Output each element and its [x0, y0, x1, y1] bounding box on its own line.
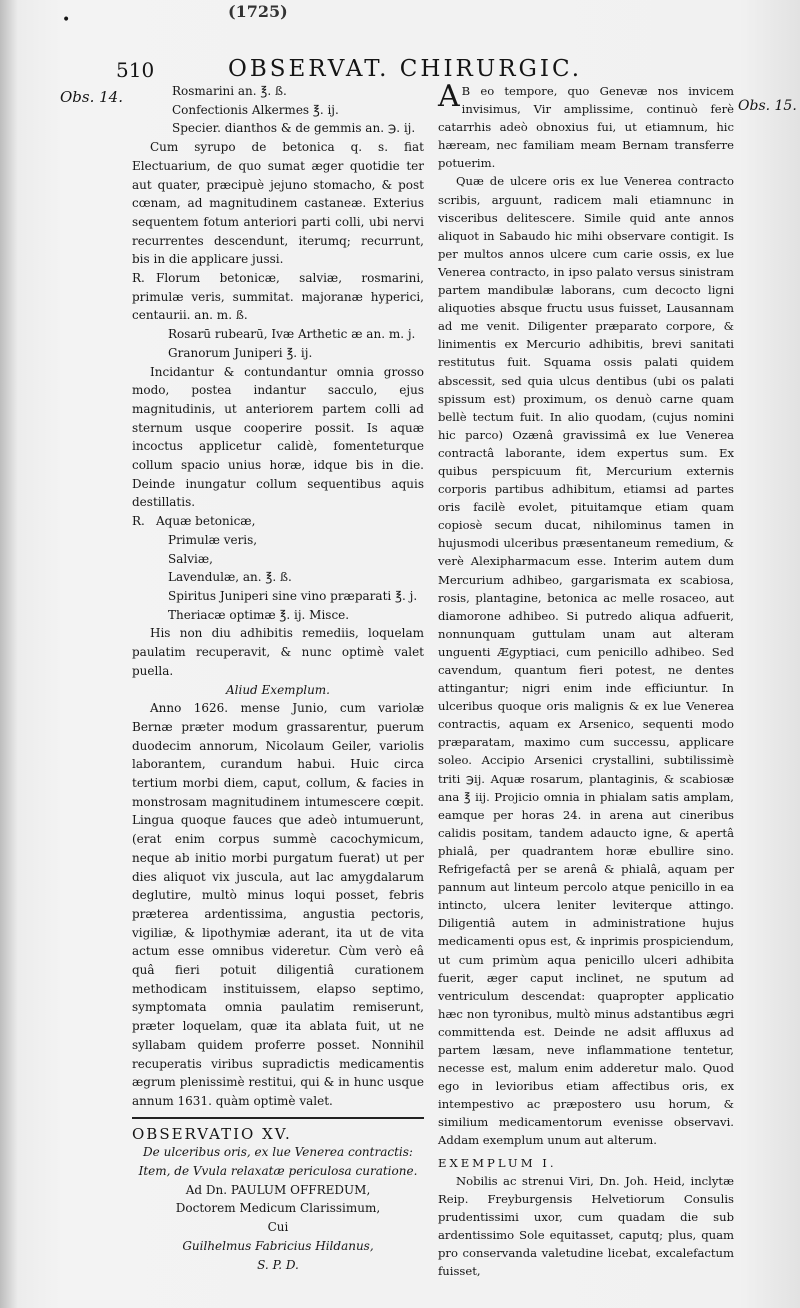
paragraph: Nobilis ac strenui Viri, Dn. Joh. Heid, inclytæ Reip. Freyburgensis Helvetiorum Consulis prudentissimi uxor, cum quadam die sub ardentissimo Sole equitasset, caputq; plus, quam pro conservanda valetudine licebat, excalefactum fuisset, [438, 1173, 734, 1279]
recipe-item: Spiritus Juniperi sine vino præparati ℥. j. [168, 588, 418, 603]
paragraph: Quæ de ulcere oris ex lue Venerea contracto scribis, arguunt, radicem mali etiamnunc in visceribus delitescere. Simile quid ante annos aliquot in Sabaudo hic mihi observare contigit. Is per multos annos ulcere cum carie ossis, ex lue Venerea contracto, in ipso palato versus sinistram partem mandibulæ laborans, cum decocto ligni aliquoties absque fructu usus fuisset, Lausannam ad me venit. Diligenter præparato corpore, & linimentis ex Mercurio adhibitis, brevi sanitati restitutus fuit. Squama ossis palati quidem abscessit, sed quia ulcus dentibus (ubi os palati spissum est) proximum, os denuò carne quam bellè tectum fuit. In alio quodam, (cujus nomini hic parco) Ozænâ gravissimâ ex lue Venerea contractâ laborante, idem expertus sum. Ex quibus perspicuum fit, Mercurium externis corporis partibus adhibitum, etiamsi ad partes oris facilè evolet, pituitamque etiam quam copiosè secum ducat, nihilominus tamen in hujusmodi ulceribus præsentaneum remedium, & verè Alexipharmacum esse. Interim autem dum Mercurium adhibeo, gargarismata ex scabiosa, rosis, plantagine, betonica ac melle rosaceo, aut diamorone adhibeo. Si putredo aliqua adfuerit, nonnunquam guttulam unam aut alteram unguenti Ægyptiaci, cum penicillo adhibeo. Sed cavendum, quantum fieri potest, ne dentes attingantur; nigri enim inde efficiuntur. In ulceribus quoque oris malignis & ex lue Venerea contractis, aquam ex Arsenico, sequenti modo præparatam, maximo cum successu, applicare soleo. Accipio Arsenici crystallini, subtilissimè triti ℈ij. Aquæ rosarum, plantaginis, & scabiosæ ana ℥ iij. Projicio omnia in phialam satis amplam, eamque per horas 24. in arena aut cineribus calidis positam, tandem adaucto igne, & apertâ phialâ, per quadrantem horæ ebullire sino. Refrigefactâ per se arenâ & phialâ, aquam per pannum aut linteum percolo atque penicillo in ea intincto, ulcera leniter leviterque attingo. Diligentiâ autem in administratione hujus medicamenti opus est, & inprimis prospiciendum, ut cum primùm aqua penicillo ulceri adhibita fuerit, æger caput inclinet, ne sputum ad ventriculum descendat: quapropter applicatio hæc non tyronibus, multò minus adstantibus ægri committenda est. Deinde ne adsit affluxus ad partem læsam, neve inflammatione tentetur, necesse est, malum enim adderetur malo. Quod ego in levioribus etiam affectibus oris, ex intempestivo ac præpostero usu horum, & similium medicamentorum evenisse observavi. Addam exemplum unum aut alterum. [438, 174, 734, 1148]
paragraph: Anno 1626. mense Junio, cum variolæ Bernæ præter modum grassarentur, puerum duodecim annorum, Nicolaum Geiler, variolis laborantem, curandum habui. Huic circa tertium morbi diem, caput, collum, & facies in monstrosam magnitudinem intumescere cœpit. Lingua quoque fauces que adeò intumuerunt, (erat enim corpus summè cacochymicum, neque ab initio morbi purgatum fuerat) ut per dies aliquot vix jusculа, aut lac amygdalarum deglutire, multò minus loqui posset, febris præterea ardentissima, angustia pectoris, vigiliæ, & lipothymiæ aderant, ita ut de vita actum esse omnibus videretur. Cùm verò eâ quâ fieri potuit diligentiâ curationem methodicam instituissem, elapso septimo, symptomata omnia paulatim remiserunt, præter loquelam, quæ ita ablata fuit, ut ne syllabam quidem proferre posset. Nonnihil recuperatis viribus supradictis medicamentis ægrum plenissimè restitui, qui & in hunc usque annum 1631. quàm optimè valet. [132, 701, 424, 1108]
recipe-item: Primulæ veris, [168, 532, 258, 547]
page-title: OBSERVAT. CHIRURGIC. [228, 56, 583, 82]
recipe-item: Granorum Juniperi ℥. ij. [168, 345, 313, 360]
page-number: 510 [116, 58, 155, 82]
right-column [438, 79, 734, 1280]
recipe-item: Rosarū rubearū, Ivæ Arthetic æ an. m. j. [168, 327, 416, 342]
margin-obs-left: Obs. 14. [60, 88, 123, 106]
recipe-item: Lavendulæ, an. ℥. ß. [168, 570, 292, 585]
ink-dot: • [62, 12, 71, 28]
recipe-item: R. Aquæ betonicæ, [132, 512, 424, 531]
observation-heading: OBSERVATIO XV. [132, 1124, 292, 1143]
paragraph: His non diu adhibitis remediis, loquelam paulatim recuperavit, & nunc optimè valet puella. [132, 626, 424, 678]
recipe-line: Confectionis Alkermes ℥. ij. [172, 102, 339, 117]
recipe-block [132, 512, 424, 624]
folio-stamp: (1725) [228, 2, 288, 21]
dedication-line: Guilhelmus Fabricius Hildanus, [182, 1238, 374, 1253]
observation-subtitle: De ulceribus oris, ex lue Venerea contractis: Item, de Vvula relaxatæ periculosa curatione. [138, 1145, 418, 1179]
divider [132, 1117, 424, 1119]
paragraph: Cum syrupo de betonica q. s. fiat Electuarium, de quo sumat æger quotidie ter aut quater, præcipuè jejuno stomacho, & post cœnam, ad magnitudinem castaneæ. Exterius sequentem fotum anteriori parti colli, ubi nervi recurrentes descendunt, iterumq; recurrunt, bis in die applicare jussi. [132, 140, 424, 267]
recipe-label: R. [132, 514, 145, 529]
recipe-line: Specier. dianthos & de gemmis an. ℈. ij. [172, 121, 416, 136]
dedication-line: S. P. D. [257, 1257, 299, 1272]
paragraph: A B eo tempore, quo Genevæ nos invicem invisimus, Vir amplissime, continuò ferè catarrhis adeò obnoxius fui, ut etiamnum, hic hæream, nec familiam meam Bernam transferre potuerim. [438, 79, 734, 171]
recipe-block [132, 269, 424, 363]
exemplum-heading: EXEMPLUM I. [438, 1155, 557, 1170]
dedication-line: Doctorem Medicum Clarissimum, [175, 1201, 381, 1216]
margin-obs-right: Obs. 15. [738, 98, 797, 114]
recipe-line: Rosmarini an. ℥. ß. [172, 84, 287, 98]
left-column [132, 82, 424, 1274]
dedication-line: Ad Dn. PAULUM OFFREDUM, [185, 1182, 371, 1197]
paragraph: Incidantur & contundantur omnia grosso modo, postea indantur sacculo, ejus magnitudinis, ut anteriorem partem colli ad sternum usque cooperire possit. Is aquæ incoctus applicetur calidè, fomenteturque collum spacio unius horæ, idque bis in die. Deinde inungatur collum sequentibus aquis destillatis. [132, 364, 424, 510]
drop-cap: A [438, 79, 460, 114]
recipe-item: Theriacæ optimæ ℥. ij. Misce. [168, 607, 350, 622]
subheading: Aliud Exemplum. [225, 682, 330, 697]
recipe-item: R. Florum betonicæ, salviæ, rosmarini, primulæ veris, summitat. majoranæ hyperici, centaurii. an. m. ß. [132, 271, 424, 323]
recipe-item: Salviæ, [168, 551, 213, 566]
recipe-label: R. [132, 271, 145, 286]
dedication-line: Cui [267, 1220, 289, 1235]
